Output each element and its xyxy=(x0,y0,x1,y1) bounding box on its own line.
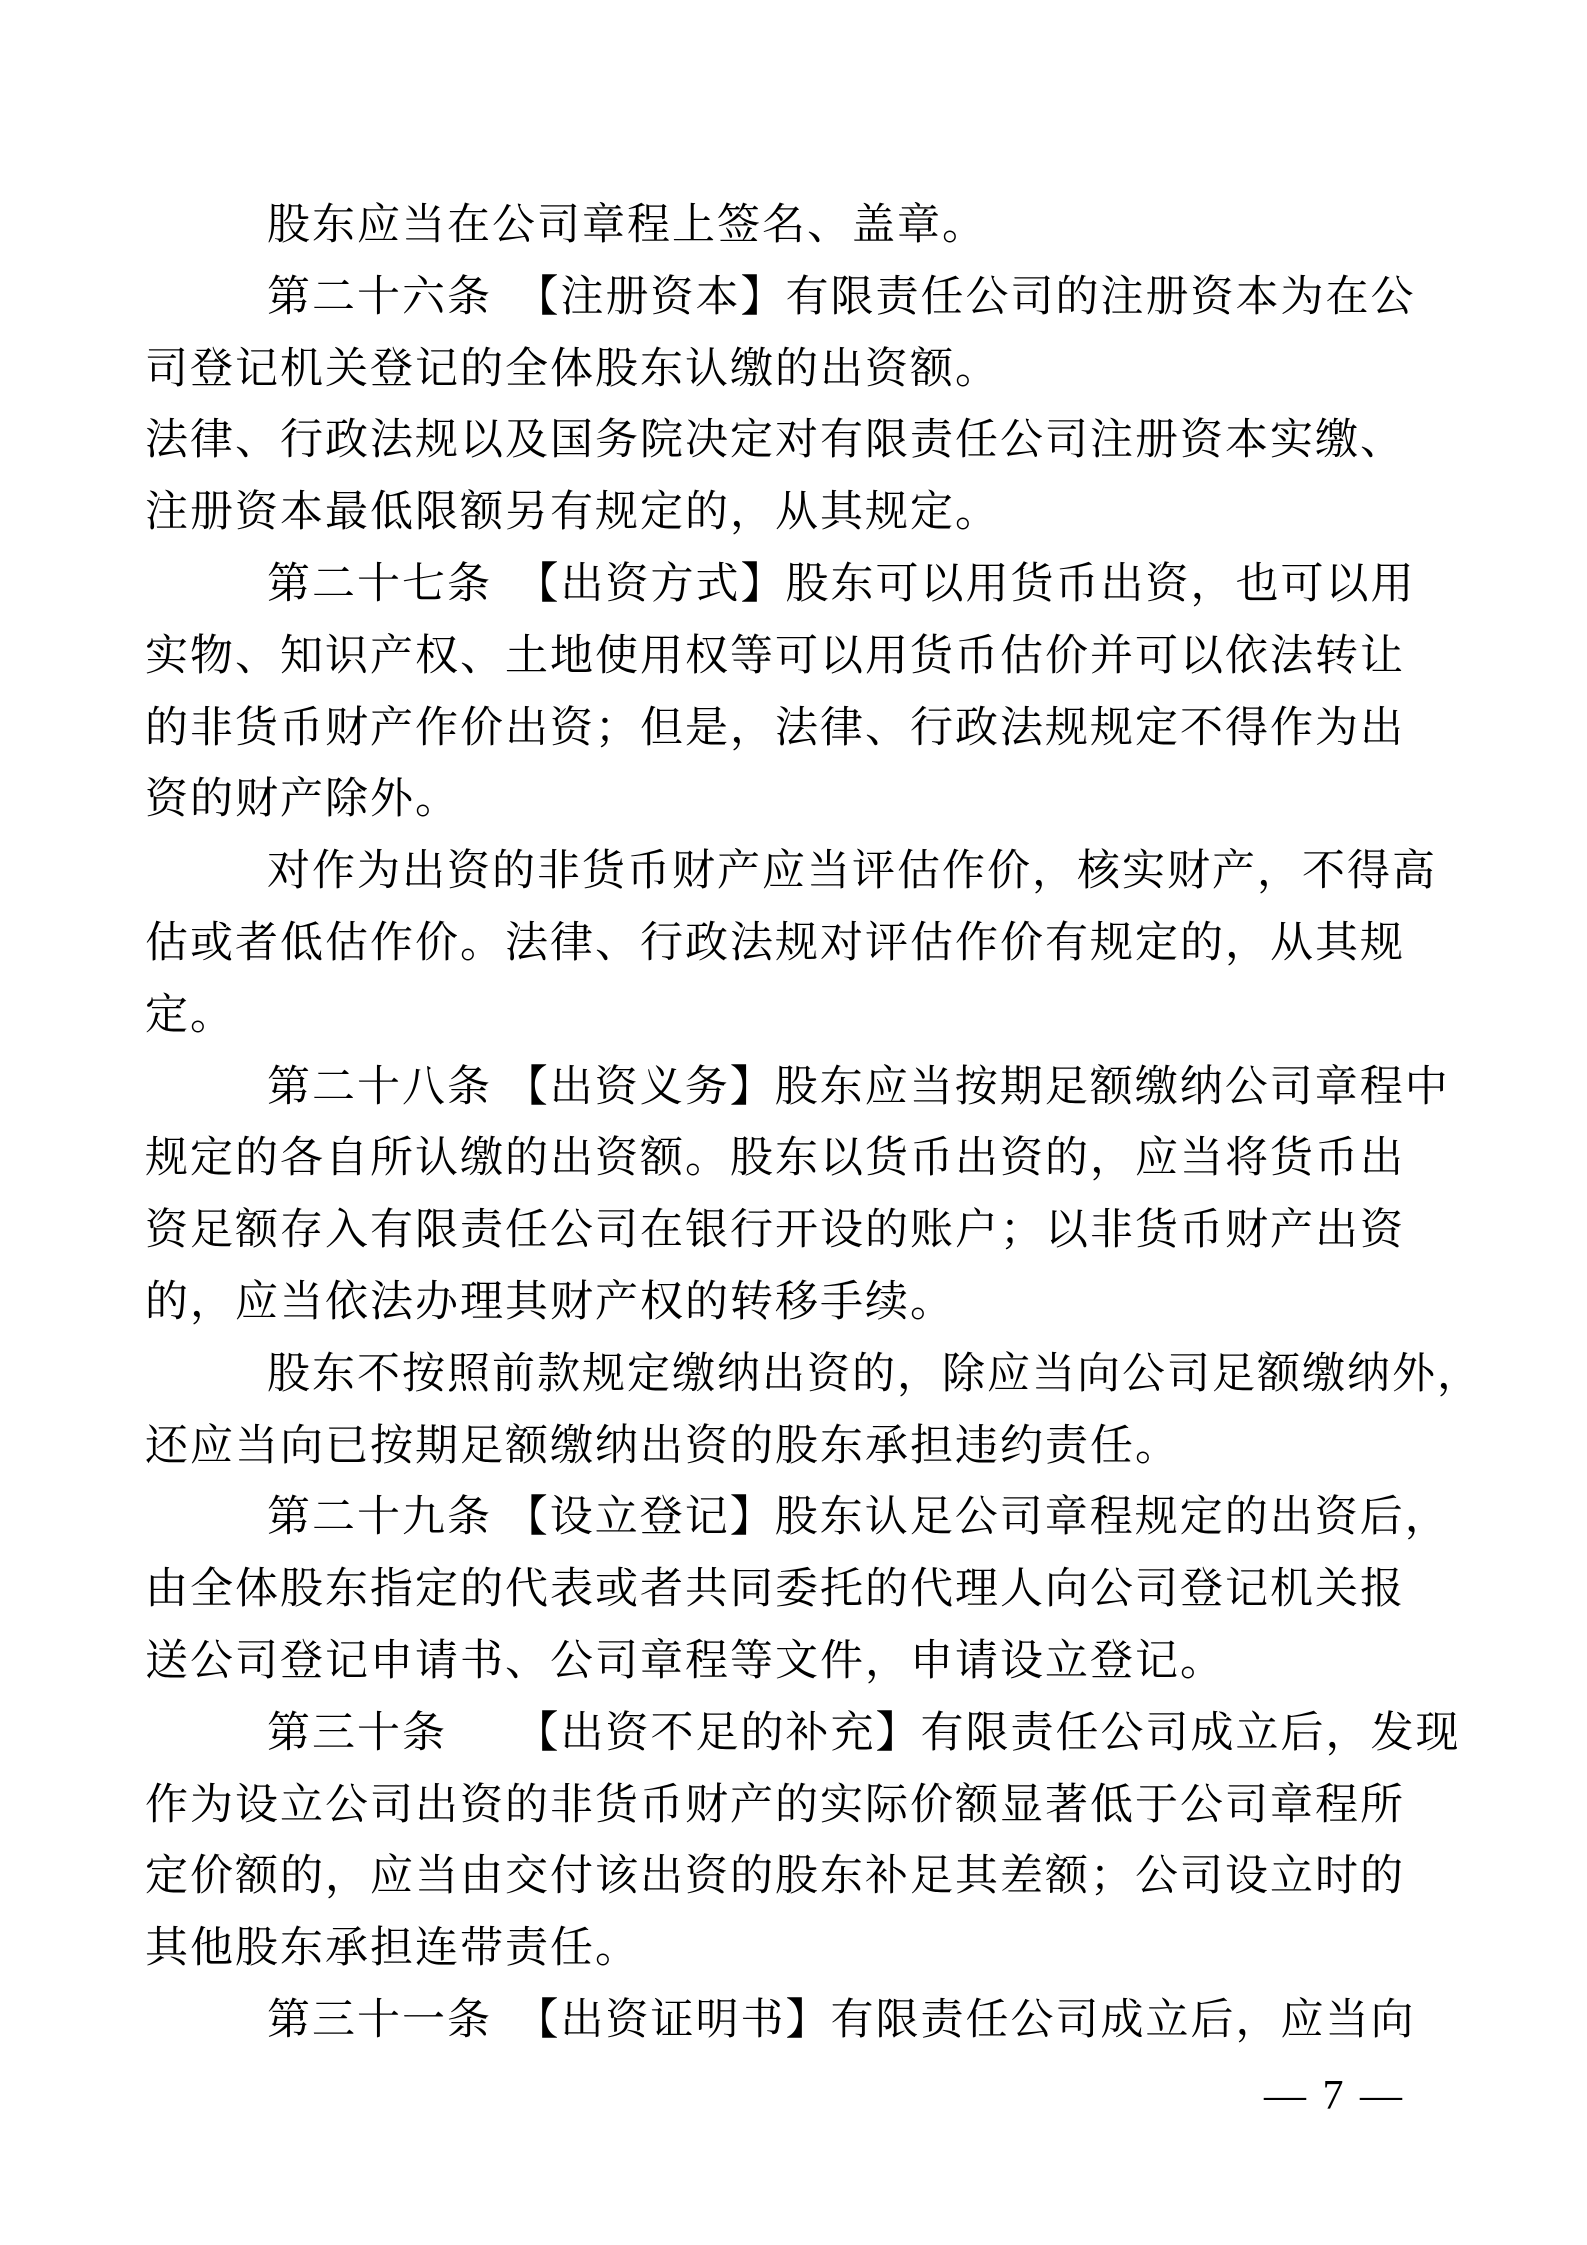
text-line: 定。 xyxy=(145,991,235,1039)
text-line: 的，应当依法办理其财产权的转移手续。 xyxy=(145,1278,955,1326)
text-line: 法律、行政法规以及国务院决定对有限责任公司注册资本实缴、 xyxy=(145,417,1405,465)
text-line: 送公司登记申请书、公司章程等文件，申请设立登记。 xyxy=(145,1637,1225,1685)
text-line: 注册资本最低限额另有规定的，从其规定。 xyxy=(145,489,1000,537)
text-line: 的非货币财产作价出资；但是，法律、行政法规规定不得作为出 xyxy=(145,704,1405,752)
text-line: 第三十一条 【出资证明书】有限责任公司成立后，应当向 xyxy=(267,1996,1416,2044)
text-line: 还应当向已按期足额缴纳出资的股东承担违约责任。 xyxy=(145,1422,1180,1470)
page-number: — 7 — xyxy=(1264,2073,1405,2119)
text-line: 实物、知识产权、土地使用权等可以用货币估价并可以依法转让 xyxy=(145,632,1405,680)
text-line: 规定的各自所认缴的出资额。股东以货币出资的，应当将货币出 xyxy=(145,1135,1405,1183)
text-line: 定价额的，应当由交付该出资的股东补足其差额；公司设立时的 xyxy=(145,1853,1405,1901)
text-line: 股东不按照前款规定缴纳出资的，除应当向公司足额缴纳外， xyxy=(267,1350,1482,1398)
text-line: 第二十九条 【设立登记】股东认足公司章程规定的出资后， xyxy=(267,1494,1450,1542)
text-line: 第二十七条 【出资方式】股东可以用货币出资，也可以用 xyxy=(267,560,1416,608)
text-line: 司登记机关登记的全体股东认缴的出资额。 xyxy=(145,345,1000,393)
text-line: 第三十条 【出资不足的补充】有限责任公司成立后，发现 xyxy=(267,1709,1461,1757)
text-line: 对作为出资的非货币财产应当评估作价，核实财产，不得高 xyxy=(267,848,1437,896)
text-line: 第二十六条 【注册资本】有限责任公司的注册资本为在公 xyxy=(267,273,1416,321)
text-line: 其他股东承担连带责任。 xyxy=(145,1925,640,1973)
document-body xyxy=(145,190,1482,2057)
text-line: 由全体股东指定的代表或者共同委托的代理人向公司登记机关报 xyxy=(145,1566,1405,1614)
text-line: 资足额存入有限责任公司在银行开设的账户；以非货币财产出资 xyxy=(145,1207,1405,1255)
text-line: 股东应当在公司章程上签名、盖章。 xyxy=(267,202,987,249)
text-line: 资的财产除外。 xyxy=(145,776,460,824)
text-line: 第二十八条 【出资义务】股东应当按期足额缴纳公司章程中 xyxy=(267,1063,1450,1111)
text-line: 估或者低估作价。法律、行政法规对评估作价有规定的，从其规 xyxy=(145,919,1405,967)
text-line: 作为设立公司出资的非货币财产的实际价额显著低于公司章程所 xyxy=(145,1781,1405,1829)
